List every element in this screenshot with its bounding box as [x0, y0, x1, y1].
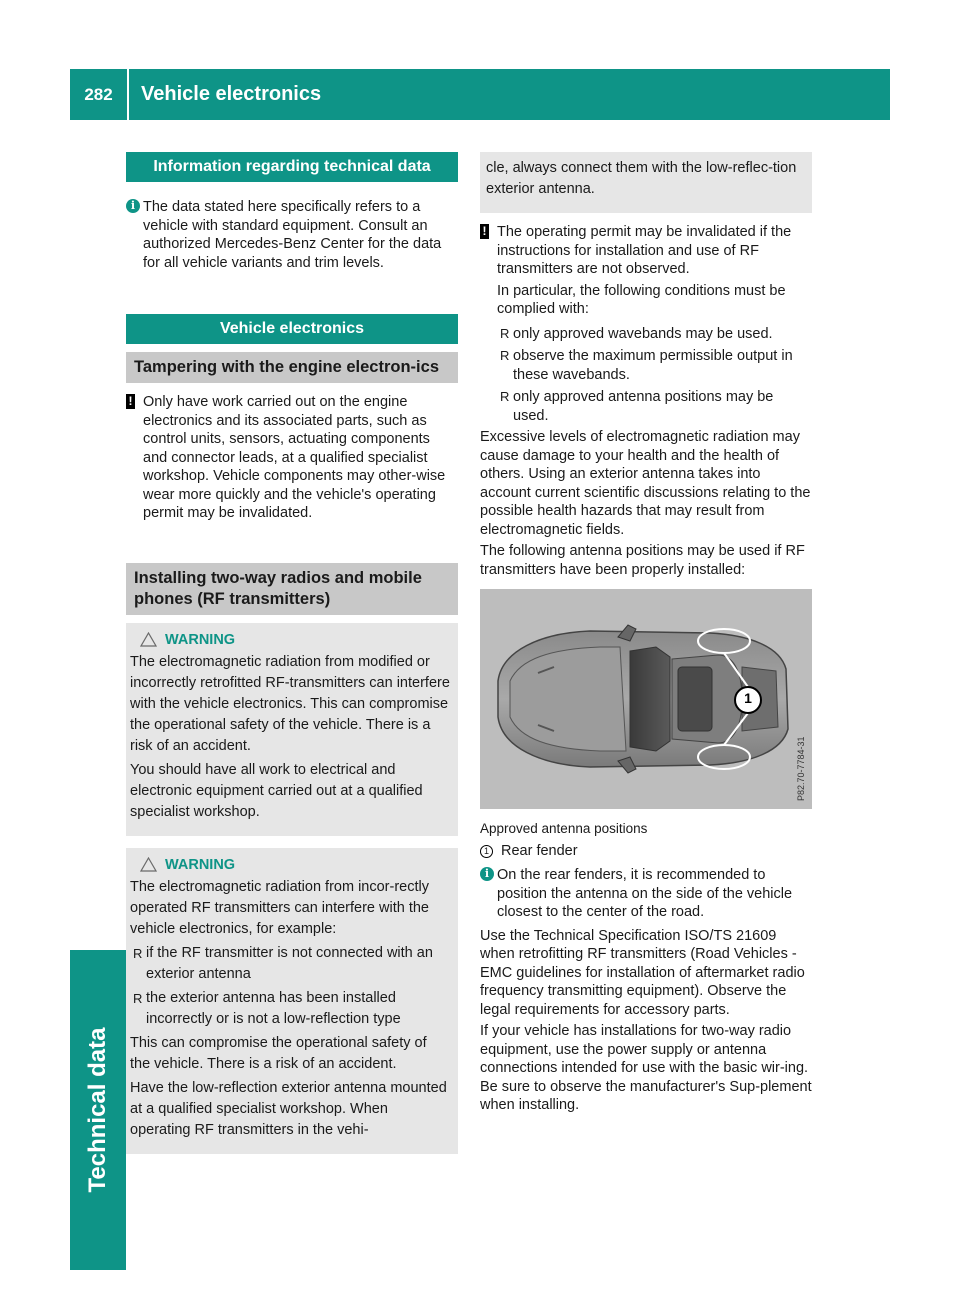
- car-top-view-illustration: [480, 589, 812, 809]
- radios-heading: Installing two-way radios and mobile phones (RF transmitters): [126, 563, 458, 615]
- tamper-note: [126, 393, 458, 523]
- vehicle-electronics-heading: Vehicle electronics: [126, 314, 458, 344]
- positions-paragraph: The following antenna positions may be used if RF transmitters have been properly installed:: [480, 543, 805, 578]
- warning-box-2: [126, 848, 458, 1154]
- section-title: Vehicle electronics: [141, 83, 322, 105]
- warning-2-paragraph-3: Have the low-reflection exterior antenna mounted at a qualified specialist workshop. When operating RF transmitters in the vehi-: [130, 1079, 447, 1138]
- tamper-note-text: Only have work carried out on the engine electronics and its associated parts, such as control units, sensors, actuating components and connector leads, at a qualified specialist workshop. Vehicle components may other-wise wear more quickly and the vehicle's operating permit may be invalidated.: [143, 394, 446, 521]
- page-number: 282: [84, 84, 113, 104]
- header-divider: [127, 69, 129, 120]
- side-tab-label: Technical data: [84, 1027, 111, 1193]
- legend-item: [480, 842, 812, 861]
- legend-label: Rear fender: [501, 842, 578, 859]
- bullet-icon: R: [133, 990, 143, 1006]
- warning-title-text: WARNING: [165, 856, 236, 873]
- warning-title: [140, 632, 450, 648]
- info-icon: i: [480, 867, 494, 881]
- warning-continued-text: cle, always connect them with the low-reflec-tion exterior antenna.: [486, 160, 797, 197]
- fender-note: [480, 866, 812, 922]
- permit-conditions-intro: In particular, the following conditions must be complied with:: [497, 282, 786, 317]
- bullet-icon: R: [133, 945, 143, 961]
- radiation-paragraph: Excessive levels of electromagnetic radiation may cause damage to your health and the health of others. Using an exterior antenna takes into account current scientific discussions relating to the possible health hazards that may result from electromagnetic fields.: [480, 429, 811, 538]
- warning-1-paragraph-2: You should have all work to electrical and electronic equipment carried out at a qualified specialist workshop.: [130, 761, 423, 820]
- warning-2-paragraph-2: This can compromise the operational safety of the vehicle. There is a risk of an accident.: [130, 1034, 427, 1072]
- warning-2-paragraph-1: The electromagnetic radiation from incor-rectly operated RF transmitters can interfere with the vehicle electronics, for example:: [130, 878, 429, 937]
- exclamation-icon: !: [126, 394, 135, 409]
- figure-callout-1: 1: [744, 690, 752, 706]
- warning-box-continued: [480, 152, 812, 213]
- left-column: [126, 152, 458, 1154]
- permit-note-text: The operating permit may be invalidated if the instructions for installation and use of RF transmitters are not observed.: [497, 224, 792, 277]
- bullet-icon: R: [500, 389, 510, 404]
- tampering-heading: Tampering with the engine electron-ics: [126, 352, 458, 383]
- list-item: R only approved antenna positions may be used.: [500, 389, 774, 424]
- bullet-icon: R: [500, 325, 510, 341]
- info-note: [126, 198, 458, 272]
- warning-title-text: WARNING: [165, 631, 236, 648]
- exclamation-icon: !: [480, 224, 489, 239]
- callout-1-icon: 1: [480, 845, 493, 858]
- list-item: R observe the maximum permissible output in these wavebands.: [500, 348, 793, 383]
- list-item: R if the RF transmitter is not connected with an exterior antenna: [133, 944, 433, 982]
- install-paragraph: If your vehicle has installations for two-way radio equipment, use the power supply or antenna connections intended for use with the basic wir-ing. Be sure to observe the manufacturer's Sup-plement when installing.: [480, 1023, 812, 1113]
- bullet-icon: R: [500, 348, 510, 363]
- info-heading: Information regarding technical data: [126, 152, 458, 182]
- info-note-text: The data stated here specifically refers to a vehicle with standard equipment. Consult an authorized Mercedes-Benz Center for the data for all vehicle variants and trim levels.: [143, 199, 442, 271]
- right-column: [480, 152, 812, 1115]
- warning-2-bullets: [130, 943, 450, 1030]
- permit-bullets: [497, 325, 812, 426]
- figure-code: P82.70-7784-31: [796, 736, 806, 801]
- figure-caption: Approved antenna positions: [480, 821, 648, 836]
- warning-box-1: [126, 623, 458, 836]
- fender-note-text: On the rear fenders, it is recommended to position the antenna on the side of the vehicle closest to the center of the road.: [497, 867, 793, 920]
- warning-title: [140, 857, 450, 873]
- warning-triangle-icon: [140, 632, 157, 647]
- warning-1-paragraph-1: The electromagnetic radiation from modified or incorrectly retrofitted RF-transmitters can interfere with the vehicle electronics. This can compromise the operational safety of the vehicle. There is a risk of an accident.: [130, 653, 450, 754]
- spec-paragraph: Use the Technical Specification ISO/TS 21609 when retrofitting RF transmitters (Road Vehicles - EMC guidelines for installation of aftermarket radio frequency transmitting equipment). Observe the legal requirements for accessory parts.: [480, 927, 805, 1018]
- permit-note: [480, 223, 812, 425]
- warning-triangle-icon: [140, 857, 157, 872]
- list-item: R the exterior antenna has been installed incorrectly or is not a low-reflection type: [133, 989, 401, 1027]
- car-antenna-figure: [480, 589, 812, 809]
- info-icon: i: [126, 199, 140, 213]
- list-item: R only approved wavebands may be used.: [500, 325, 773, 342]
